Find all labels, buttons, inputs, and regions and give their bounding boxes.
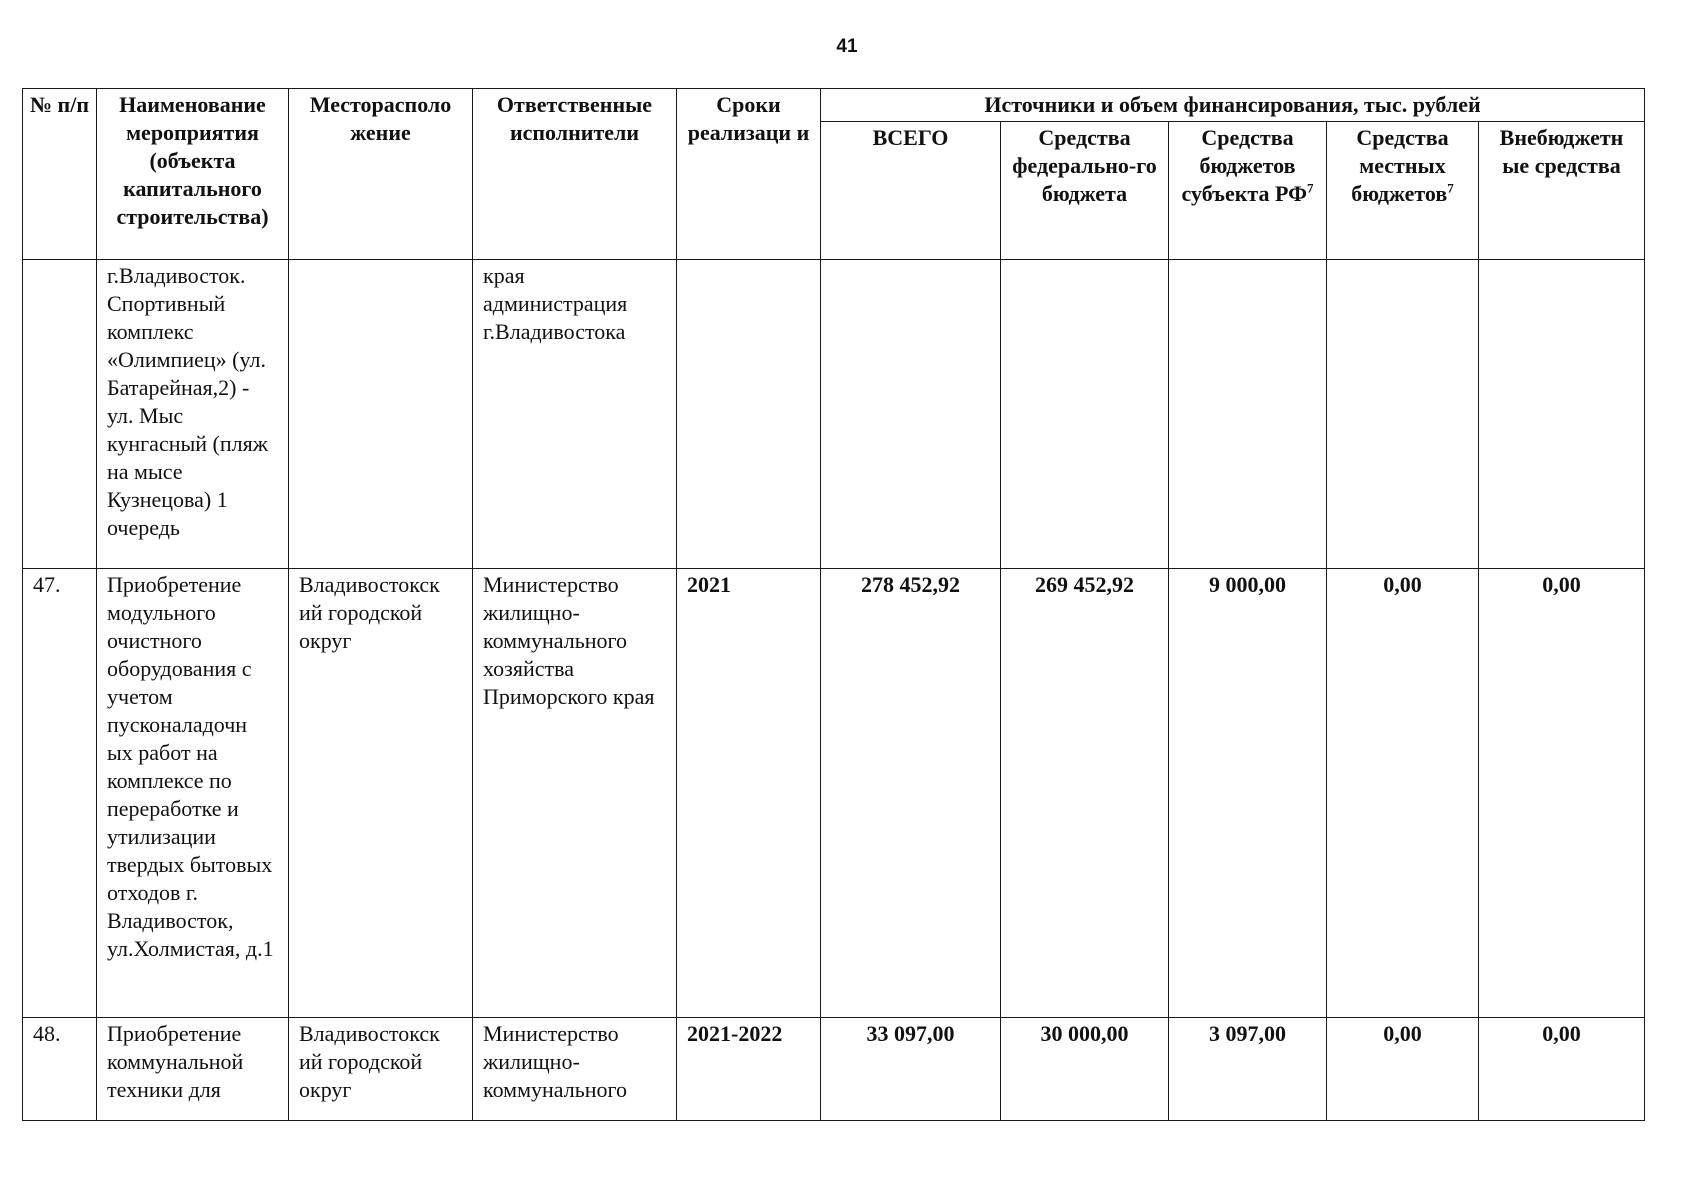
row-subject: 3 097,00 (1169, 1018, 1327, 1121)
header-subject-text: Средства бюджетов субъекта РФ (1181, 125, 1307, 206)
row-local: 0,00 (1327, 569, 1479, 1018)
row-federal: 269 452,92 (1001, 569, 1169, 1018)
header-row-1 (23, 89, 1645, 122)
row-name: Приобретение коммунальной техники для (97, 1018, 289, 1121)
header-extra-text: Внебюджетн ые средства (1499, 125, 1624, 178)
row-total: 278 452,92 (821, 569, 1001, 1018)
header-federal (1001, 122, 1169, 260)
header-subject-footnote: 7 (1306, 180, 1314, 196)
header-location-text: Месторасполо жение (309, 92, 452, 145)
row-name: г.Владивосток. Спортивный комплекс «Олимпиец» (ул. Батарейная,2) - ул. Мыс кунгасный (пляж на мысе Кузнецова) 1 очередь (97, 260, 289, 569)
header-federal-text: Средства федерально-го бюджета (1012, 125, 1157, 206)
row-federal: 30 000,00 (1001, 1018, 1169, 1121)
row-terms (677, 260, 821, 569)
page-number: 41 (836, 36, 858, 57)
header-local (1327, 122, 1479, 260)
header-num (23, 89, 97, 260)
row-responsible: края администрация г.Владивостока (473, 260, 677, 569)
row-extra (1479, 260, 1645, 569)
row-local: 0,00 (1327, 1018, 1479, 1121)
row-num (23, 260, 97, 569)
row-num: 48. (23, 1018, 97, 1121)
table-row (23, 1018, 1645, 1121)
row-local (1327, 260, 1479, 569)
table-row (23, 260, 1645, 569)
header-name-text: Наименование мероприятия (объекта капитального строительства) (116, 92, 269, 229)
header-local-footnote: 7 (1447, 180, 1454, 196)
header-responsible (473, 89, 677, 260)
row-responsible: Министерство жилищно-коммунального хозяйства Приморского края (473, 569, 677, 1018)
row-subject: 9 000,00 (1169, 569, 1327, 1018)
row-terms: 2021-2022 (677, 1018, 821, 1121)
row-location: Владивостокск ий городской округ (289, 569, 473, 1018)
header-location (289, 89, 473, 260)
header-funding-group (821, 89, 1645, 122)
row-location: Владивостокск ий городской округ (289, 1018, 473, 1121)
header-subject (1169, 122, 1327, 260)
header-extra (1479, 122, 1645, 260)
header-terms (677, 89, 821, 260)
row-extra: 0,00 (1479, 1018, 1645, 1121)
row-extra: 0,00 (1479, 569, 1645, 1018)
row-federal (1001, 260, 1169, 569)
header-local-text: Средства местных бюджетов (1351, 125, 1449, 206)
table-row (23, 569, 1645, 1018)
header-name (97, 89, 289, 260)
row-subject (1169, 260, 1327, 569)
header-num-text: № п/п (29, 92, 90, 117)
header-total-text: ВСЕГО (872, 125, 949, 150)
funding-table (22, 88, 1645, 1121)
header-terms-text: Сроки реализаци и (687, 92, 810, 145)
row-name: Приобретение модульного очистного оборудования с учетом пусконаладочн ых работ на комплексе по переработке и утилизации твердых бытовых отходов г. Владивосток, ул.Холмистая, д.1 (97, 569, 289, 1018)
row-total: 33 097,00 (821, 1018, 1001, 1121)
row-num: 47. (23, 569, 97, 1018)
row-responsible: Министерство жилищно-коммунального (473, 1018, 677, 1121)
row-total (821, 260, 1001, 569)
row-terms: 2021 (677, 569, 821, 1018)
header-funding-group-text: Источники и объем финансирования, тыс. рублей (984, 92, 1481, 117)
row-location (289, 260, 473, 569)
header-total (821, 122, 1001, 260)
header-responsible-text: Ответственные исполнители (496, 92, 653, 145)
